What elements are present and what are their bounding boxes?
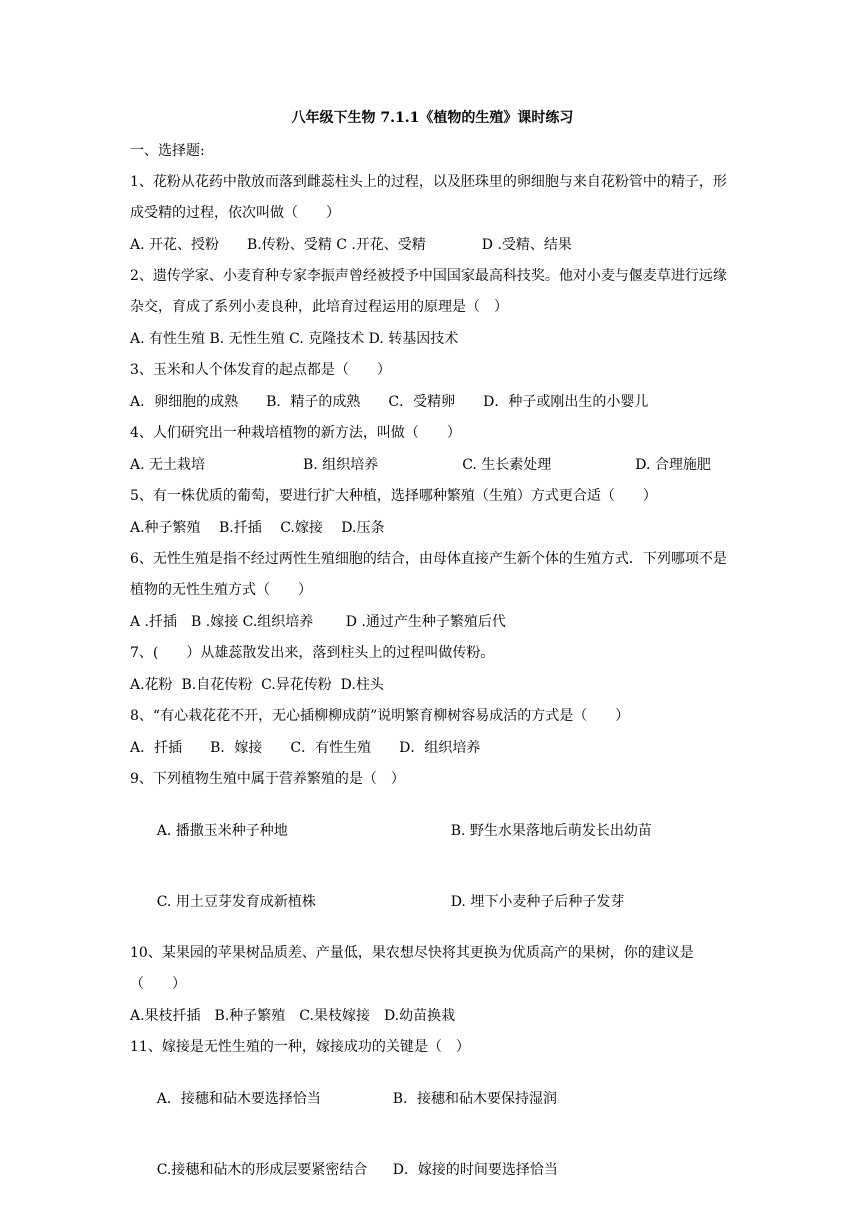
- question-options: A．扦插 B．嫁接 C．有性生殖 D．组织培养: [130, 740, 481, 756]
- question-stem: 8、“有心栽花花不开，无心插柳柳成荫”说明繁育柳树容易成活的方式是（ ）: [130, 708, 630, 724]
- question-stem: 11、嫁接是无性生殖的一种，嫁接成功的关键是（ ）: [130, 1039, 470, 1055]
- question-stem: 7、( ）从雄蕊散发出来，落到柱头上的过程叫做传粉。: [130, 645, 495, 661]
- question-9: [130, 764, 735, 932]
- question-stem: 1、花粉从花药中散放而落到雌蕊柱头上的过程，以及胚珠里的卵细胞与来自花粉管中的精子，形成受精的过程，依次叫做（ ）: [130, 174, 727, 221]
- question-5: [130, 481, 735, 538]
- question-options: A. 有性生殖 B. 无性生殖 C. 克隆技术 D. 转基因技术: [130, 331, 459, 347]
- question-options: A.种子繁殖 B.扦插 C.嫁接 D.压条: [130, 520, 385, 536]
- option-c: C. 用土豆芽发育成新植株: [156, 894, 316, 910]
- question-10: [130, 938, 735, 1026]
- question-stem: 3、玉米和人个体发育的起点都是（ ）: [130, 362, 391, 378]
- question-stem: 10、某果园的苹果树品质差、产量低，果农想尽快将其更换为优质高产的果树，你的建议是（ ）: [130, 945, 694, 992]
- question-1: [130, 167, 735, 255]
- option-a: A. 播撒玉米种子种地: [156, 823, 288, 839]
- question-4: [130, 418, 735, 475]
- question-stem: 4、人们研究出一种栽培植物的新方法，叫做（ ）: [130, 425, 461, 441]
- option-d: D．嫁接的时间要选择恰当: [392, 1162, 558, 1178]
- question-8: [130, 701, 735, 758]
- question-options: A．卵细胞的成熟 B．精子的成熟 C．受精卵 D．种子或刚出生的小婴儿: [130, 394, 649, 410]
- option-d: D. 埋下小麦种子后种子发芽: [450, 894, 625, 910]
- question-2: [130, 261, 735, 349]
- question-3: [130, 355, 735, 412]
- document-page: [130, 108, 735, 1211]
- document-title: 八年级下生物 7.1.1《植物的生殖》课时练习: [291, 110, 574, 126]
- option-b: B. 野生水果落地后萌发长出幼苗: [450, 823, 652, 839]
- question-options: A. 无土栽培 B. 组织培养 C. 生长素处理 D. 合理施肥: [130, 457, 711, 473]
- question-options: A .扦插 B .嫁接 C.组织培养 D .通过产生种子繁殖后代: [130, 614, 506, 630]
- section-heading: 一、选择题:: [130, 143, 205, 159]
- question-stem: 2、遗传学家、小麦育种专家李振声曾经被授予中国国家最高科技奖。他对小麦与偃麦草进行远缘杂交，育成了系列小麦良种，此培育过程运用的原理是（ ）: [130, 268, 727, 315]
- question-stem: 9、下列植物生殖中属于营养繁殖的是（ ）: [130, 771, 405, 787]
- question-options-row: [130, 1140, 735, 1200]
- question-6: [130, 544, 735, 632]
- question-options: A.花粉 B.自花传粉 C.异花传粉 D.柱头: [130, 677, 384, 693]
- question-stem: 5、有一株优质的葡萄，要进行扩大种植，选择哪种繁殖（生殖）方式更合适（ ）: [130, 488, 657, 504]
- option-a: A．接穗和砧木要选择恰当: [156, 1091, 321, 1107]
- question-options: A. 开花、授粉 B.传粉、受精 C .开花、受精 D .受精、结果: [130, 237, 572, 253]
- option-c: C.接穗和砧木的形成层要紧密结合: [156, 1162, 368, 1178]
- question-options-row: [130, 1069, 735, 1129]
- option-b: B．接穗和砧木要保持湿润: [392, 1091, 557, 1107]
- question-options-row: [130, 801, 735, 861]
- question-stem: 6、无性生殖是指不经过两性生殖细胞的结合，由母体直接产生新个体的生殖方式．下列哪项不是植物的无性生殖方式（ ）: [130, 551, 727, 598]
- question-7: [130, 638, 735, 695]
- question-options: A.果枝扦插 B.种子繁殖 C.果枝嫁接 D.幼苗换栽: [130, 1008, 456, 1024]
- question-options-row: [130, 872, 735, 932]
- question-11: [130, 1032, 735, 1200]
